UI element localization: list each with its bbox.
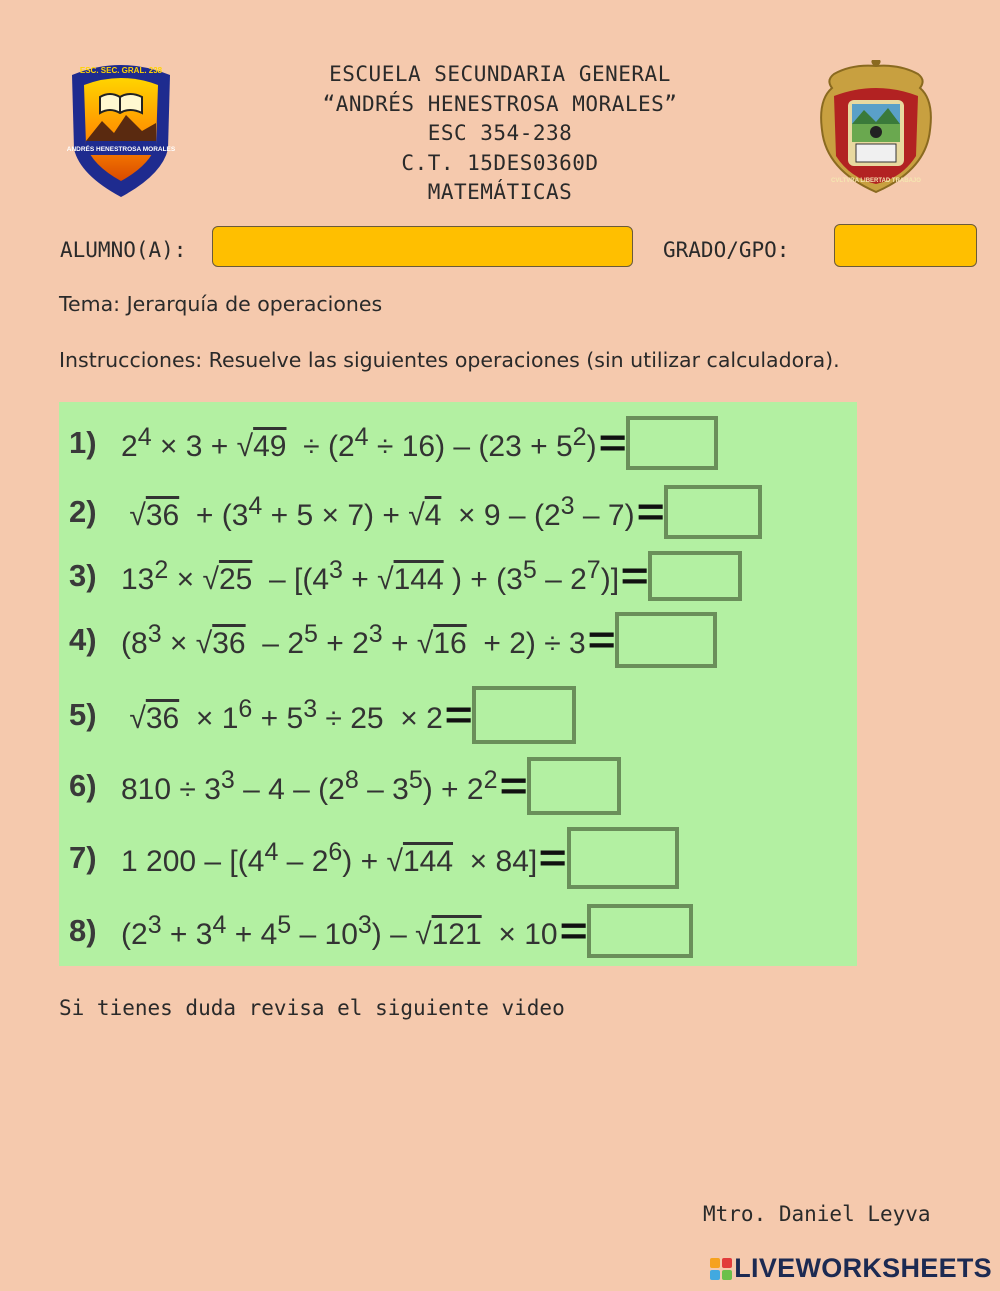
- problem-expression: 1 $200 - [(4^4 - 2^6) + √144 \times 84]$: [121, 837, 538, 878]
- problem-number: 3): [69, 558, 97, 593]
- left-logo-bottom-text: ANDRÉS HENESTROSA MORALES: [66, 146, 176, 153]
- answer-input-5[interactable]: [472, 686, 576, 744]
- problem-number: 5): [69, 697, 97, 732]
- header-line-4: C.T. 15DES0360D: [401, 150, 599, 175]
- brand-name: LIVEWORKSHEETS: [734, 1253, 992, 1283]
- answer-input-3[interactable]: [648, 551, 742, 601]
- problem-expression: $√36 + (3^4 + 5 \times 7) + √4 \times 9 - (2^3 - 7)$: [121, 491, 635, 532]
- problem-row: [69, 686, 576, 744]
- problem-expression: $(8^3 \times √36 - 2^5 + 2^3 + √16 + 2) \div 3$: [121, 619, 586, 660]
- answer-input-8[interactable]: [587, 904, 693, 958]
- problem-number: 6): [69, 768, 97, 803]
- state-seal-right: [812, 60, 940, 196]
- problem-expression: $13^2 \times √25 - [(4^3 + √144$ ) + $(3^5 - 2^7)$]: [121, 555, 620, 596]
- liveworksheets-icon: [710, 1258, 732, 1280]
- answer-input-6[interactable]: [527, 757, 621, 815]
- problem-number: 7): [69, 840, 97, 875]
- school-header: [250, 60, 750, 208]
- problem-row: [69, 416, 718, 470]
- problem-number: 1): [69, 425, 97, 460]
- problem-row: [69, 904, 693, 958]
- author-name: Mtro. Daniel Leyva: [703, 1202, 931, 1226]
- instructions-text: Instrucciones: Resuelve las siguientes operaciones (sin utilizar calculadora).: [59, 348, 840, 372]
- grade-group-input[interactable]: [834, 224, 977, 267]
- liveworksheets-logo: [710, 1253, 992, 1284]
- video-hint-text: Si tienes duda revisa el siguiente video: [59, 996, 565, 1020]
- problem-number: 8): [69, 913, 97, 948]
- problem-row: [69, 827, 679, 889]
- equals-sign: =: [538, 836, 567, 880]
- header-line-2: “ANDRÉS HENESTROSA MORALES”: [322, 91, 678, 116]
- student-name-input[interactable]: [212, 226, 633, 267]
- equals-sign: =: [559, 909, 588, 953]
- school-logo-left: [62, 57, 180, 199]
- answer-input-1[interactable]: [626, 416, 718, 470]
- equals-sign: =: [587, 618, 616, 662]
- problem-number: 2): [69, 494, 97, 529]
- problem-row: [69, 612, 717, 668]
- grade-label: GRADO/GPO:: [663, 238, 790, 262]
- problem-expression: $(2^3 + 3^4 + 4^5 - 10^3) - √121 \times 10$: [121, 910, 558, 951]
- equals-sign: =: [499, 764, 528, 808]
- problem-row: [69, 485, 762, 539]
- equals-sign: =: [636, 490, 665, 534]
- equals-sign: =: [598, 421, 627, 465]
- problem-row: [69, 551, 742, 601]
- problem-expression: $810 \div 3^3 - 4 - (2^8 - 3^5) + 2^2$: [121, 765, 498, 806]
- topic-text: Tema: Jerarquía de operaciones: [59, 292, 383, 316]
- equals-sign: =: [444, 693, 473, 737]
- equals-sign: =: [620, 554, 649, 598]
- problem-expression: $2^4 \times 3 + √49 \div (2^4 \div 16) - (23 + 5^2)$: [121, 422, 597, 463]
- problem-number: 4): [69, 622, 97, 657]
- header-line-1: ESCUELA SECUNDARIA GENERAL: [329, 62, 671, 86]
- answer-input-7[interactable]: [567, 827, 679, 889]
- left-logo-top-text: ESC. SEC. GRAL. 238: [79, 66, 163, 75]
- problems-panel: [59, 402, 857, 966]
- answer-input-2[interactable]: [664, 485, 762, 539]
- header-line-3: ESC 354-238: [427, 121, 573, 145]
- answer-input-4[interactable]: [615, 612, 717, 668]
- problem-expression: $√36 \times 1^6 + 5^3 \div 25 \times 2$: [121, 694, 443, 735]
- problem-row: [69, 757, 621, 815]
- seal-text: CVLTVRA LIBERTAD TRABAJO: [831, 178, 921, 184]
- student-label: ALUMNO(A):: [60, 238, 187, 262]
- header-line-5: MATEMÁTICAS: [427, 180, 573, 204]
